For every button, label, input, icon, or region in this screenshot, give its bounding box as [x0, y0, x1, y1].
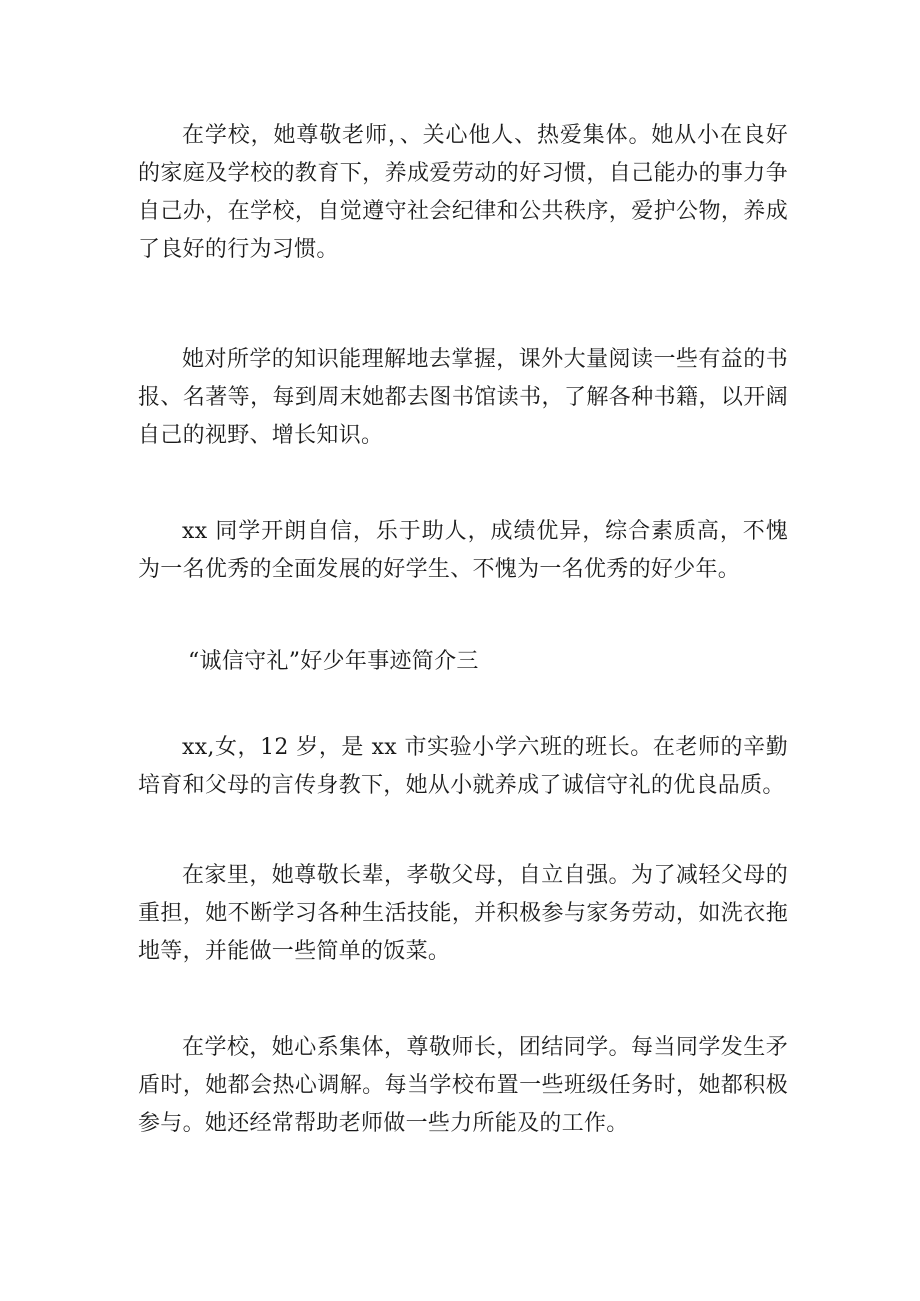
- section-heading: “诚信守礼”好少年事迹简介三: [188, 649, 479, 674]
- paragraph-introduction: xx,女，12 岁，是 xx 市实验小学六班的班长。在老师的辛勤培育和父母的言传身教下，她从小就养成了诚信守礼的优良品质。: [138, 735, 788, 798]
- paragraph-at-home: 在家里，她尊敬长辈，孝敬父母，自立自强。为了减轻父母的重担，她不断学习各种生活技能，并积极参与家务劳动，如洗衣拖地等，并能做一些简单的饭菜。: [138, 863, 788, 964]
- paragraph-reading: 她对所学的知识能理解地去掌握，课外大量阅读一些有益的书报、名著等，每到周末她都去图书馆读书，了解各种书籍，以开阔自己的视野、增长知识。: [138, 347, 788, 448]
- paragraph-at-school: 在学校，她心系集体，尊敬师长，团结同学。每当同学发生矛盾时，她都会热心调解。每当学校布置一些班级任务时，她都积极参与。她还经常帮助老师做一些力所能及的工作。: [138, 1035, 788, 1136]
- paragraph-school-behavior: 在学校，她尊敬老师，、关心他人、热爱集体。她从小在良好的家庭及学校的教育下，养成爱劳动的好习惯，自己能办的事力争自己办，在学校，自觉遵守社会纪律和公共秩序，爱护公物，养成了良好的行为习惯。: [138, 123, 788, 262]
- paragraph-summary: xx 同学开朗自信，乐于助人，成绩优异，综合素质高，不愧为一名优秀的全面发展的好学生、不愧为一名优秀的好少年。: [138, 519, 788, 582]
